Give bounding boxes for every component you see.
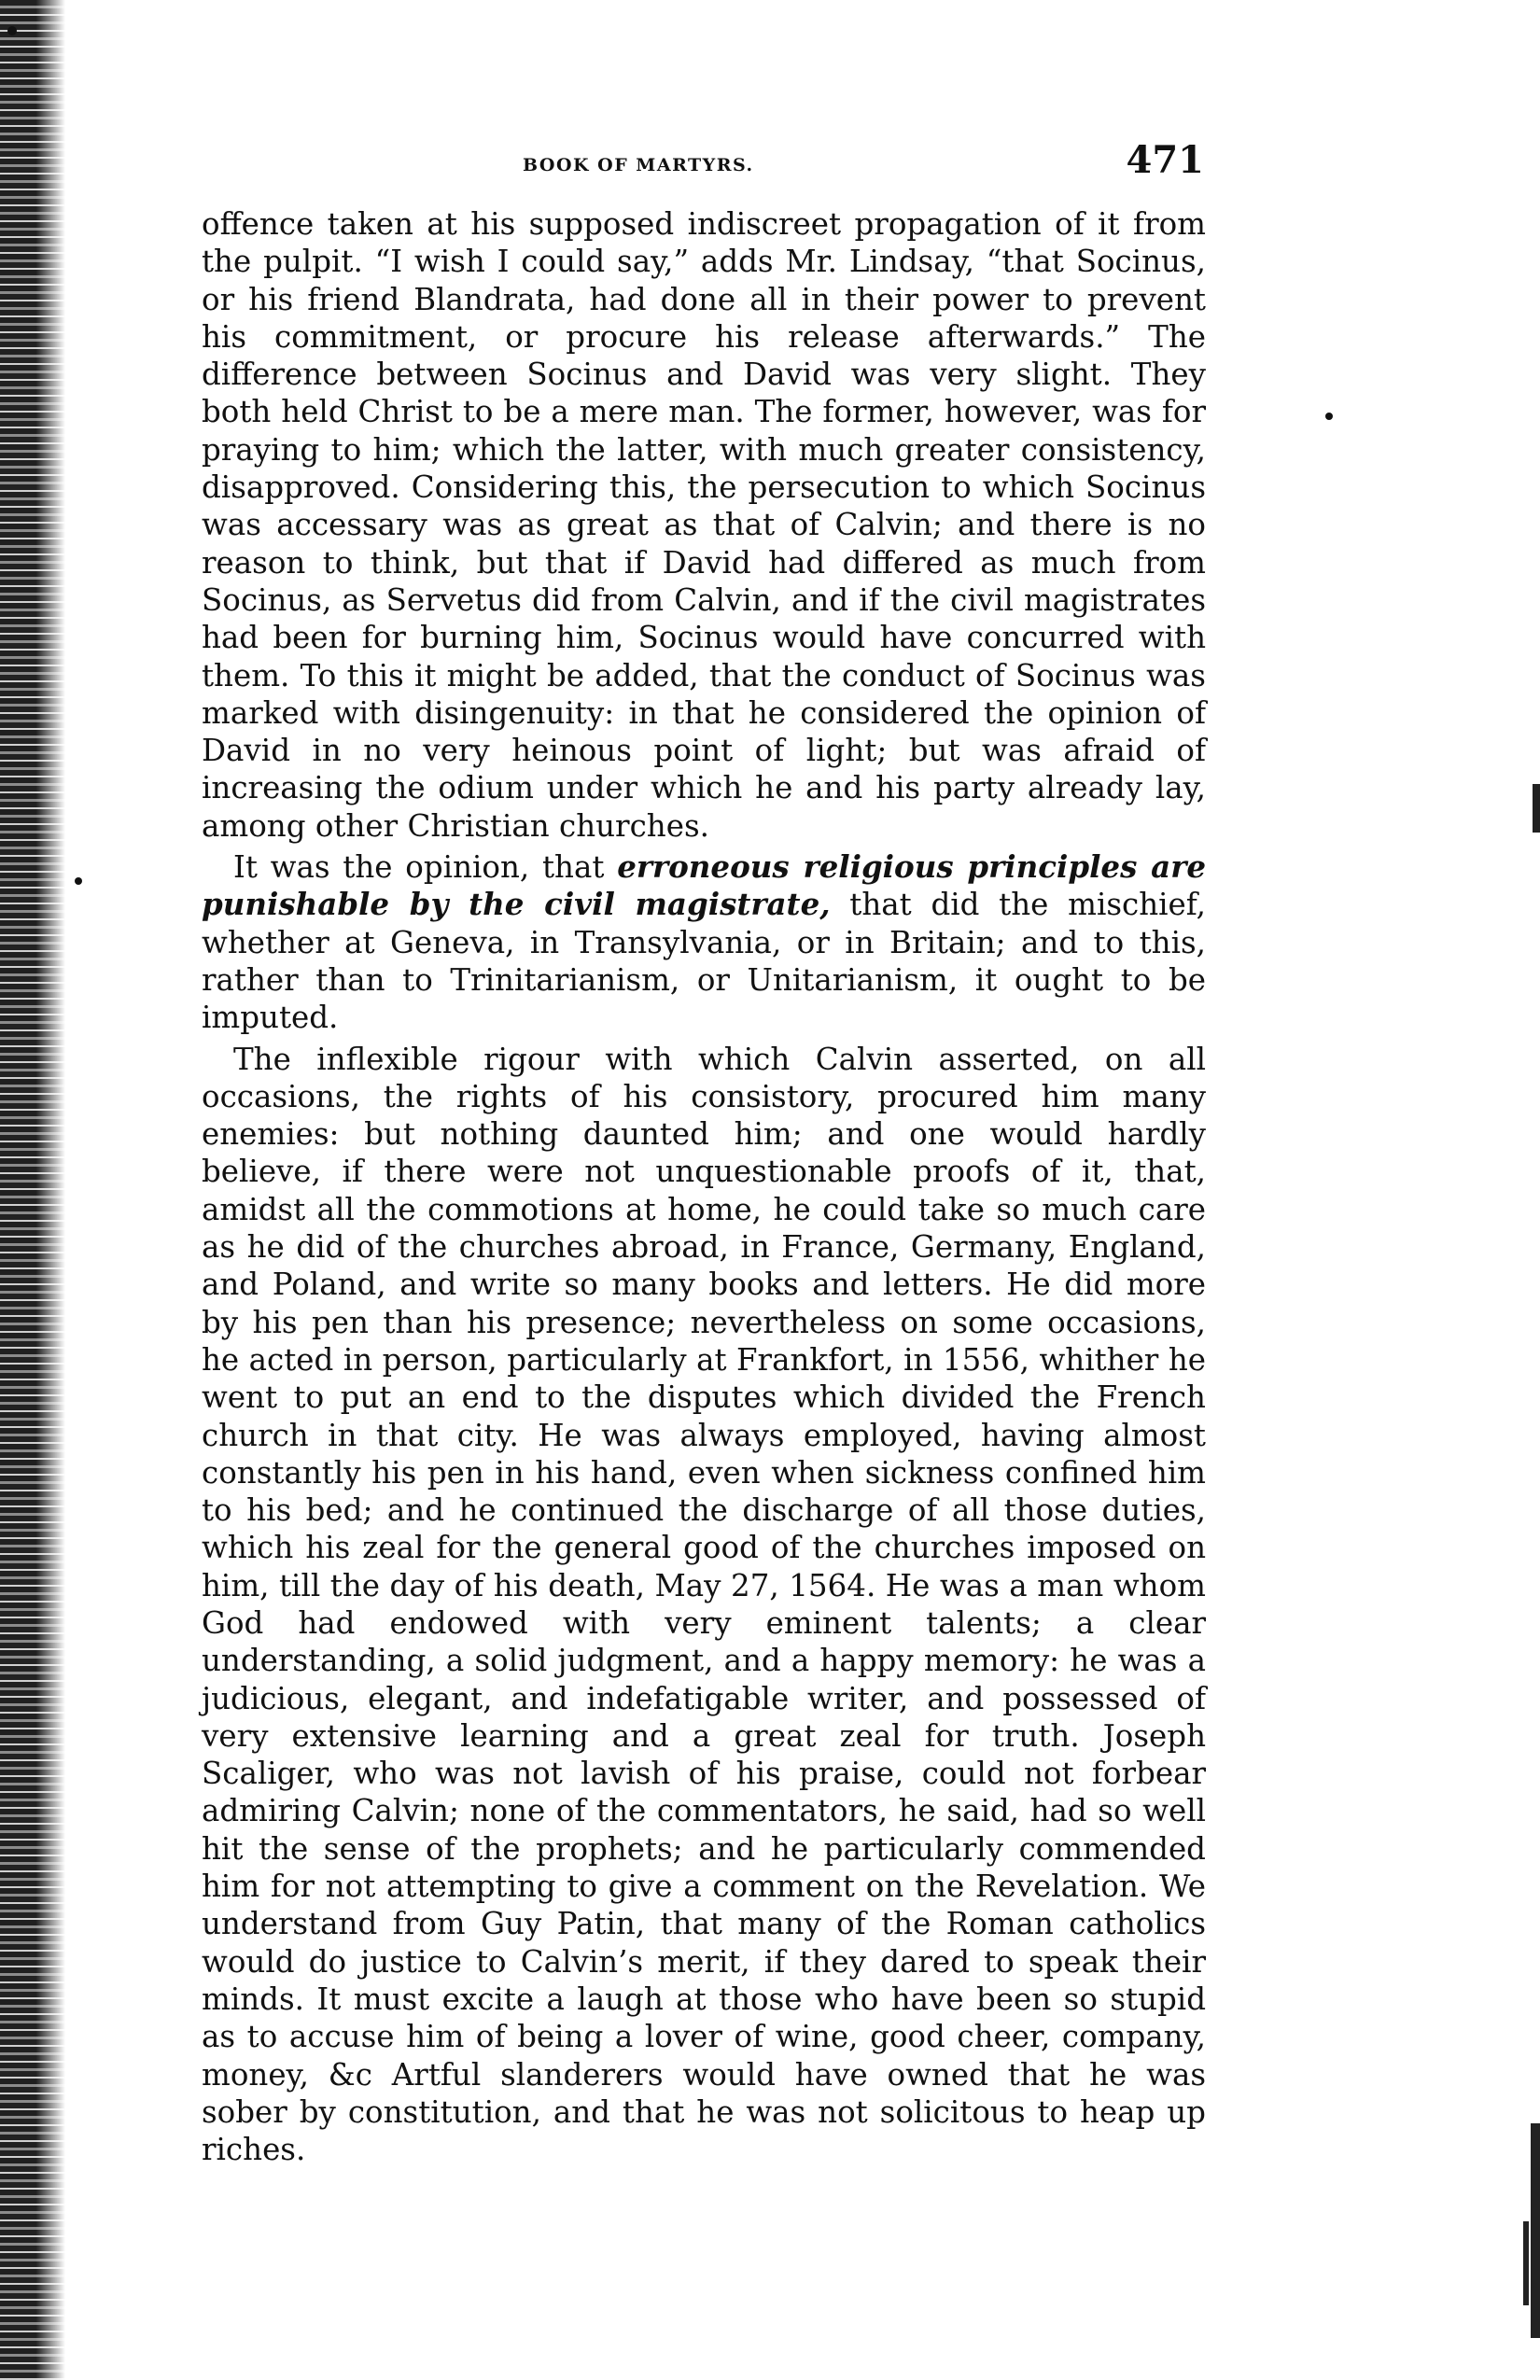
- paragraph-3-text: The inflexible rigour with which Calvin asserted, on all occasions, the rights of his consistory, procured him many enemies: but nothing daunted him; and one would hardly believe, if there were not unquestionable proofs of it, that, amidst all the commotions at home, he could take so much care as he did of the churches abroad, in France, Germany, England, and Poland, and write so many books and letters. He did more by his pen than his presence; nevertheless on some occasions, he acted in person, particularly at Frankfort, in 1556, whither he went to put an end to the disputes which divided the French church in that city. He was always employed, having almost constantly his pen in his hand, even when sickness confined him to his bed; and he continued the discharge of all those duties, which his zeal for the general good of the churches imposed on him, till the day of his death, May 27, 1564. He was a man whom God had endowed with very eminent talents; a clear understanding, a solid judgment, and a happy memory: he was a judicious, elegant, and indefatigable writer, and possessed of very extensive learning and a great zeal for truth. Joseph Scaliger, who was not lavish of his praise, could not forbear admiring Calvin; none of the commentators, he said, had so well hit the sense of the prophets; and he particularly commended him for not attempting to give a comment on the Revelation. We understand from Guy Patin, that many of the Roman catholics would do justice to Calvin’s merit, if they dared to speak their minds. It must excite a laugh at those who have been so stupid as to accuse him of being a lover of wine, good cheer, company, money, &c Artful slanderers would have owned that he was sober by constitution, and that he was not solicitous to heap up riches.: [202, 1041, 1206, 2168]
- scan-binding-edge: [0, 0, 65, 2380]
- paragraph-3: [202, 1041, 1206, 2169]
- paragraph-2-emphasis: erroneous religious principles are punishable by the civil magistrate,: [202, 848, 1207, 923]
- scan-edge-mark: [1533, 784, 1540, 833]
- ink-speck: [7, 26, 17, 35]
- scan-edge-mark: [1531, 2123, 1540, 2338]
- scan-edge-mark: [1523, 2221, 1529, 2305]
- running-head: BOOK OF MARTYRS.: [523, 155, 754, 175]
- paragraph-1-text: offence taken at his supposed indiscreet propagation of it from the pulpit. “I wish I could say,” adds Mr. Lindsay, “that Socinus, or his friend Blandrata, had done all in their power to prevent his commitment, or procure his release afterwards.” The difference between Socinus and David was very slight. They both held Christ to be a mere man. The former, however, was for praying to him; which the latter, with much greater consistency, disapproved. Considering this, the persecution to which Socinus was accessary was as great as that of Calvin; and there is no reason to think, but that if David had differed as much from Socinus, as Servetus did from Calvin, and if the civil magistrates had been for burning him, Socinus would have concurred with them. To this it might be added, that the conduct of Socinus was marked with disingenuity: in that he considered the opinion of David in no very heinous point of light; but was afraid of increasing the odium under which he and his party already lay, among other Christian churches.: [202, 206, 1206, 844]
- paragraph-1: [202, 205, 1206, 845]
- ink-speck: [1325, 413, 1333, 420]
- page-header: [243, 138, 1204, 194]
- page-number: 471: [1126, 138, 1204, 182]
- paragraph-2: [202, 848, 1206, 1036]
- body-text: [202, 205, 1206, 2172]
- paragraph-2-text-start: It was the opinion, that: [233, 849, 618, 886]
- paragraph-2-text-end: that did the mischief, whether at Geneva, in Transylvania, or in Britain; and to this, rather than to Trinitarianism, or Unitarianism, it ought to be imputed.: [202, 887, 1206, 1036]
- ink-speck: [75, 877, 82, 885]
